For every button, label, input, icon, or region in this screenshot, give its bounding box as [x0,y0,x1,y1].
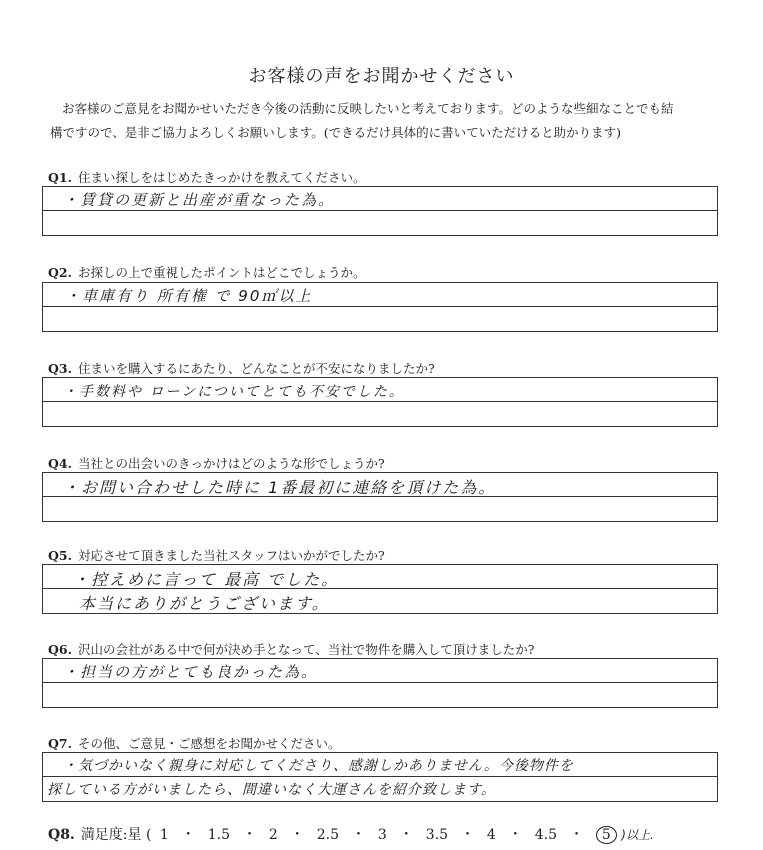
intro-line-1: お客様のご意見をお聞かせいただき今後の活動に反映したいと考えております。どのような些細なことでも結 [62,101,674,116]
question-number: Q2. [48,265,72,280]
question-text: 当社との出会いのきっかけはどのような形でしょうか? [78,456,385,471]
scale-separator: ・ [351,827,366,843]
answer-2-line-1: ・車庫有り 所有権 で 90㎡以上 [65,287,313,305]
question-text: 対応させて頂きました当社スタッフはいかがでしたか? [78,548,385,563]
scale-option: 3.5 [425,827,448,843]
scale-separator: ・ [508,827,523,843]
question-text: 住まいを購入するにあたり、どんなことが不安になりましたか? [78,361,435,376]
answer-box-2 [42,282,718,332]
question-3 [48,359,435,377]
answer-box-4 [42,472,718,522]
answer-1-line-1: ・賃貸の更新と出産が重なった為。 [63,191,336,209]
answer-box-3 [42,377,718,427]
scale-separator: ・ [460,827,475,843]
answer-5-line-2: 本当にありがとうございます。 [79,594,330,613]
answer-box-1 [42,186,718,236]
question-number: Q6. [48,642,72,657]
question-8 [48,824,654,844]
answer-3-line-1: ・手数料や ローンについてとても不安でした。 [63,384,405,400]
answer-4-line-1: ・お問い合わせした時に 1番最初に連絡を頂けた為。 [63,478,497,497]
scale-option: 4 [486,827,496,843]
scale-option: 1 [159,827,169,843]
answer-7-line-1: ・気づかいなく親身に対応してくださり、感謝しかありません。今後物件を [63,758,574,774]
answer-box-7 [42,752,718,802]
question-number: Q4. [48,456,72,471]
scale-separator: ・ [181,827,196,843]
answer-5-line-1: ・控えめに言って 最高 でした。 [73,570,340,589]
selected-rating: 5 [596,826,617,844]
question-number: Q3. [48,361,72,376]
scale-separator: ・ [399,827,414,843]
question-number: Q8. [48,827,75,843]
intro-line-2: 構ですので、是非ご協力よろしくお願いします。(できるだけ具体的に書いていただけると助かります) [50,125,622,140]
question-2 [48,263,366,281]
satisfaction-extra: )以上. [621,828,654,842]
scale-option: 3 [377,827,387,843]
scale-option: 1.5 [207,827,230,843]
answer-6-line-1: ・担当の方がとても良かった為。 [63,663,319,681]
scale-separator: ・ [569,827,584,843]
satisfaction-scale [156,827,621,843]
question-text: 住まい探しをはじめたきっかけを教えてください。 [78,170,366,185]
question-text: 沢山の会社がある中で何が決め手となって、当社で物件を購入して頂けましたか? [78,642,535,657]
question-5 [48,546,385,564]
scale-option: 2 [268,827,278,843]
question-number: Q1. [48,170,72,185]
question-6 [48,640,534,658]
scale-separator: ・ [242,827,257,843]
satisfaction-label: 満足度:星 ( [80,827,152,843]
scale-separator: ・ [290,827,305,843]
question-text: その他、ご意見・ご感想をお聞かせください。 [78,736,341,751]
scale-option: 2.5 [316,827,339,843]
question-7 [48,734,341,752]
question-number: Q7. [48,736,72,751]
question-4 [48,454,385,472]
question-1 [48,168,366,186]
question-text: お探しの上で重視したポイントはどこでしょうか。 [78,265,366,280]
answer-box-6 [42,658,718,708]
question-number: Q5. [48,548,72,563]
answer-box-5 [42,564,718,614]
intro-text [50,97,715,145]
answer-7-line-2: 探している方がいましたら、間違いなく大運さんを紹介致します。 [47,782,496,798]
scale-option: 4.5 [534,827,557,843]
page-title: お客様の声をお聞かせください [248,66,515,87]
